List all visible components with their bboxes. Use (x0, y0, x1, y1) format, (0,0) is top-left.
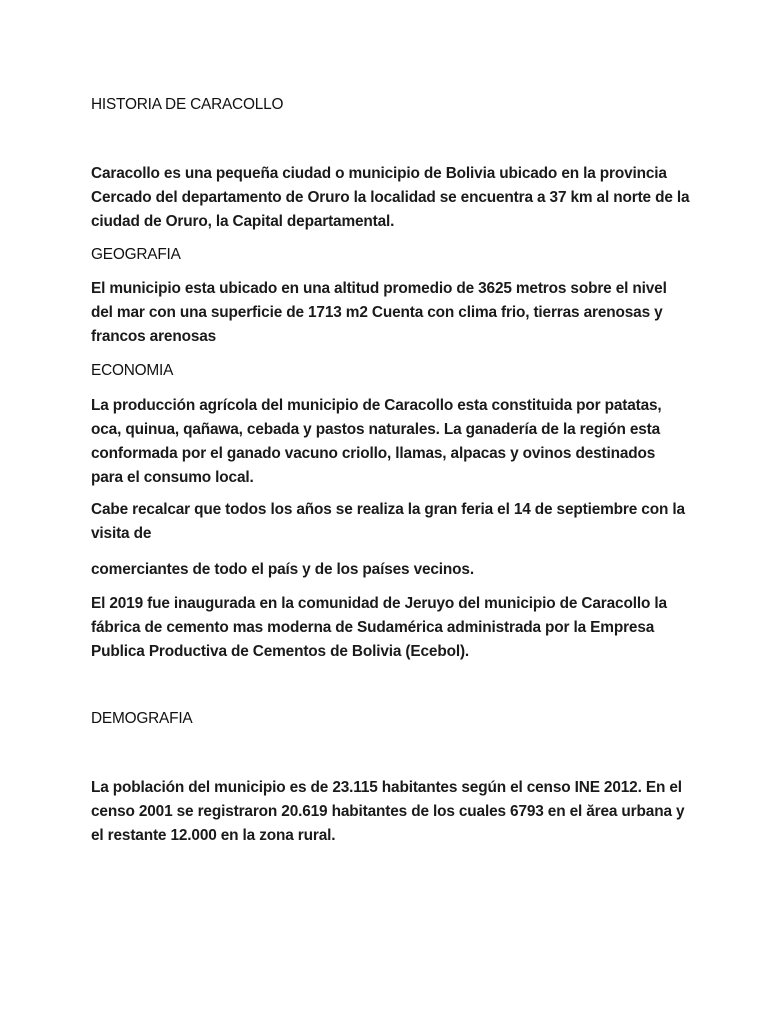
economia-paragraph-1: La producción agrícola del municipio de Caracollo esta constituida por patatas, oca, quinua, qañawa, cebada y pastos naturales. La ganadería de la región esta conformada por el ganado vacuno criollo, llamas, alpacas y ovinos destinados para el consumo local. (91, 397, 662, 486)
document-title: HISTORIA DE CARACOLLO (91, 96, 284, 113)
economia-paragraph-2: Cabe recalcar que todos los años se realiza la gran feria el 14 de septiembre con la visita de (91, 501, 685, 542)
intro-paragraph: Caracollo es una pequeña ciudad o municipio de Bolivia ubicado en la provincia Cercado del departamento de Oruro la localidad se encuentra a 37 km al norte de la ciudad de Oruro, la Capital departamental. (91, 165, 690, 230)
section-heading-demografia: DEMOGRAFIA (91, 710, 193, 727)
demografia-paragraph: La población del municipio es de 23.115 habitantes según el censo INE 2012. En el censo 2001 se registraron 20.619 habitantes de los cuales 6793 en el ărea urbana y el restante 12.000 en la zona rural. (91, 779, 685, 844)
geografia-paragraph: El municipio esta ubicado en una altitud promedio de 3625 metros sobre el nivel del mar con una superficie de 1713 m2 Cuenta con clima frio, tierras arenosas y francos arenosas (91, 280, 667, 345)
economia-paragraph-3: comerciantes de todo el país y de los países vecinos. (91, 561, 474, 578)
section-heading-economia: ECONOMIA (91, 362, 174, 379)
economia-paragraph-4: El 2019 fue inaugurada en la comunidad de Jeruyo del municipio de Caracollo la fábrica de cemento mas moderna de Sudamérica administrada por la Empresa Publica Productiva de Cementos de Bolivia (Ecebol). (91, 595, 667, 660)
section-heading-geografia: GEOGRAFIA (91, 246, 181, 263)
